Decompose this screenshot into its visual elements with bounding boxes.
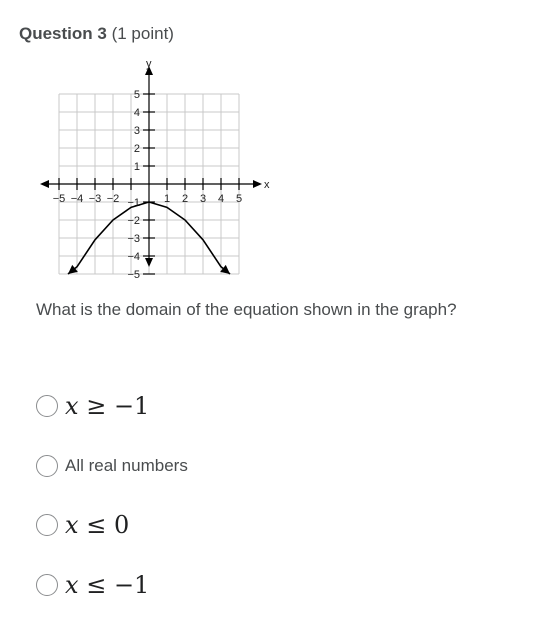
y-tick-label: −4 [127, 251, 140, 263]
x-tick-label: −2 [106, 193, 120, 205]
option-label: x ≤ 0 [65, 511, 130, 539]
y-tick-label: 5 [133, 89, 140, 101]
x-tick-label: 2 [181, 193, 189, 205]
x-axis-left-arrow [40, 180, 49, 188]
x-tick-label: −5 [52, 193, 66, 205]
radio-button[interactable] [36, 514, 58, 536]
curve-arrowhead [68, 265, 78, 274]
question-header [19, 24, 174, 44]
option-x-leq-0[interactable] [36, 511, 129, 539]
question-points: (1 point) [111, 24, 174, 43]
x-tick-label: 5 [235, 193, 243, 205]
radio-button[interactable] [36, 395, 58, 417]
x-tick-label: 4 [217, 193, 225, 205]
curve-arrowhead [220, 265, 230, 274]
radio-button[interactable] [36, 574, 58, 596]
option-label: x ≥ −1 [65, 392, 150, 420]
y-tick-label: 1 [133, 161, 140, 173]
x-axis-label: x [264, 179, 270, 191]
option-label: All real numbers [65, 456, 188, 475]
x-tick-label: −4 [70, 193, 84, 205]
option-x-geq-neg1[interactable] [36, 392, 149, 420]
radio-button[interactable] [36, 455, 58, 477]
y-tick-label: 3 [133, 125, 140, 137]
option-all-real-numbers[interactable] [36, 452, 188, 480]
y-tick-label: −1 [127, 197, 140, 209]
question-title: Question 3 [19, 24, 107, 43]
x-tick-label: 3 [199, 193, 207, 205]
y-tick-label: −5 [127, 269, 140, 281]
y-tick-label: 2 [133, 143, 140, 155]
coordinate-graph [36, 60, 276, 285]
y-tick-label: 4 [133, 107, 140, 119]
y-axis-label: y [146, 60, 152, 70]
option-x-leq-neg1[interactable] [36, 571, 149, 599]
y-axis-down-arrow [145, 258, 153, 267]
x-tick-label: 1 [163, 193, 171, 205]
y-tick-label: −2 [127, 215, 140, 227]
option-label: x ≤ −1 [65, 571, 150, 599]
x-axis-right-arrow [253, 180, 262, 188]
x-tick-label: −3 [88, 193, 102, 205]
y-tick-label: −3 [127, 233, 140, 245]
question-prompt: What is the domain of the equation shown in the graph? [36, 300, 457, 319]
